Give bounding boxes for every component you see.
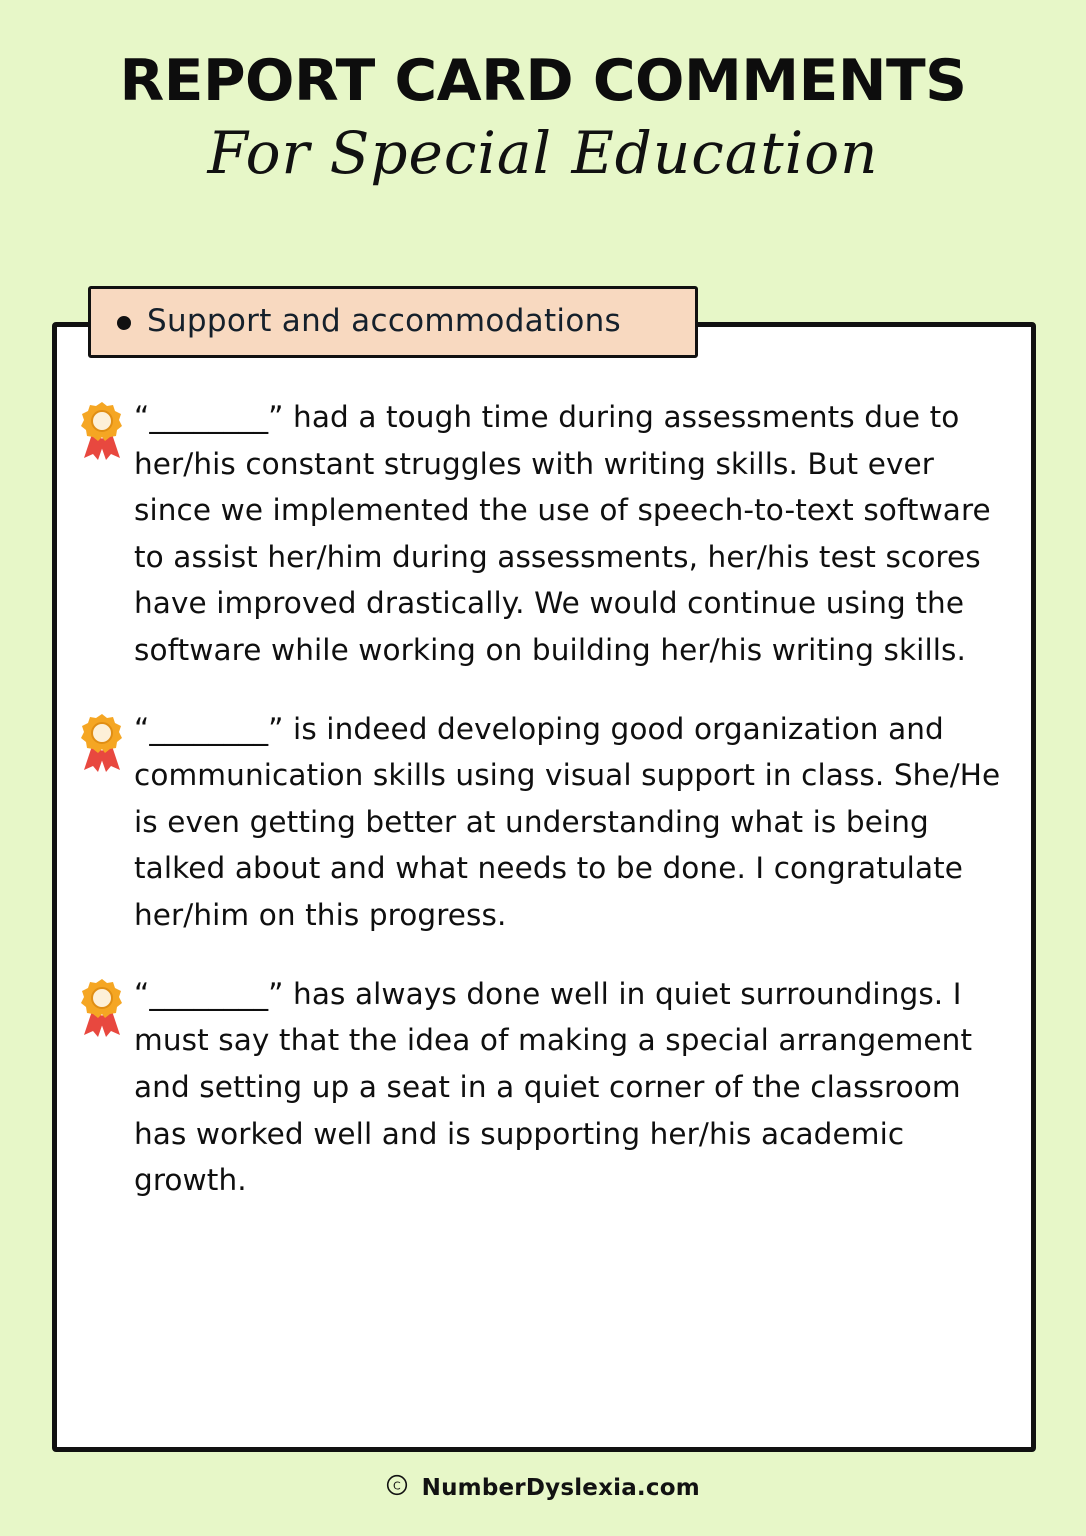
- list-item: [74, 969, 1002, 1204]
- comment-list: [52, 378, 1036, 1234]
- comment-text: “________” is indeed developing good organization and communication skills using visual support in class. She/He is even getting better at understanding what is being talked about and what needs to be done. I congratulate her/him on this progress.: [134, 711, 1001, 933]
- page-title: REPORT CARD COMMENTS: [119, 48, 967, 114]
- comment-text: “________” has always done well in quiet surroundings. I must say that the idea of making a special arrangement and setting up a seat in a quiet corner of the classroom has worked well and is supporting her/his academic growth.: [134, 976, 973, 1198]
- section-tab: [88, 286, 698, 358]
- list-item: [74, 704, 1002, 939]
- award-ribbon-icon: [74, 977, 130, 1039]
- award-ribbon-icon: [74, 400, 130, 462]
- comment-text: “________” had a tough time during assessments due to her/his constant struggles with writing skills. But ever since we implemented the use of speech-to-text software to assist her/him during assessments, her/his test scores have improved drastically. We would continue using the software while working on building her/his writing skills.: [134, 400, 991, 668]
- list-item: [74, 392, 1002, 674]
- poster-header: [0, 0, 1086, 186]
- section-tab-label: Support and accommodations: [147, 303, 621, 339]
- copyright-icon: [386, 1474, 408, 1502]
- comments-card: [52, 303, 1036, 1452]
- page-subtitle: For Special Education: [207, 118, 879, 187]
- svg-text:C: C: [393, 1479, 402, 1493]
- award-ribbon-icon: [74, 712, 130, 774]
- bullet-dot-icon: [117, 316, 131, 330]
- footer: [0, 1474, 1086, 1502]
- footer-site-label: NumberDyslexia.com: [421, 1475, 700, 1501]
